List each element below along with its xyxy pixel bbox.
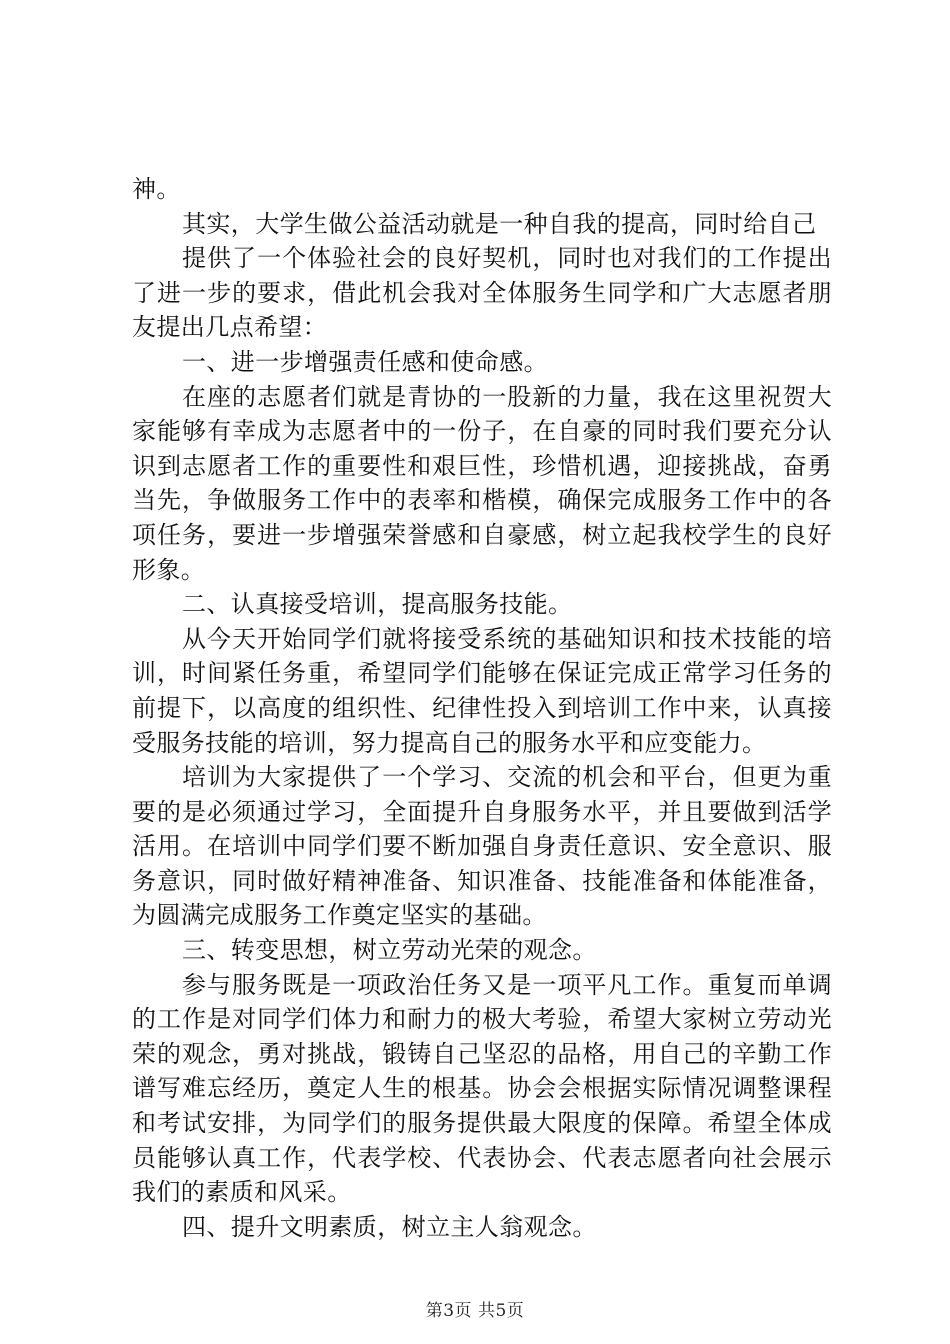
paragraph-2: 其实，大学生做公益活动就是一种自我的提高，同时给自己: [182, 209, 817, 238]
paragraph-4: 在座的志愿者们就是青协的一股新的力量，我在这里祝贺大家能够有幸成为志愿者中的一份子，在自豪的同时我们要充分认识到志愿者工作的重要性和艰巨性，珍惜机遇，迎接挑战，奋勇当先，争做服务工作中的表率和楷模，确保完成服务工作中的各项任务，要进一步增强荣誉感和自豪感，树立起我校学生的良好形象。: [132, 382, 832, 584]
section-heading-1: 一、进一步增强责任感和使命感。: [182, 347, 548, 376]
page-number-footer: 第3页 共5页: [425, 1301, 525, 1321]
paragraph-7: 参与服务既是一项政治任务又是一项平凡工作。重复而单调的工作是对同学们体力和耐力的极大考验，希望大家树立劳动光荣的观念，勇对挑战，锻铸自己坚忍的品格，用自己的辛勤工作谱写难忘经历，奠定人生的根基。协会会根据实际情况调整课程和考试安排，为同学们的服务提供最大限度的保障。希望全体成员能够认真工作，代表学校、代表协会、代表志愿者向社会展示我们的素质和风采。: [132, 970, 832, 1207]
document-body: [132, 172, 832, 1244]
section-heading-3: 三、转变思想，树立劳动光荣的观念。: [182, 936, 597, 965]
paragraph-6: 培训为大家提供了一个学习、交流的机会和平台，但更为重要的是必须通过学习，全面提升自身服务水平，并且要做到活学活用。在培训中同学们要不断加强自身责任意识、安全意识、服务意识，同时做好精神准备、知识准备、技能准备和体能准备，为圆满完成服务工作奠定坚实的基础。: [132, 763, 832, 930]
section-heading-2: 二、认真接受培训，提高服务技能。: [182, 590, 573, 619]
paragraph-1: 神。: [132, 175, 181, 203]
section-heading-4: 四、提升文明素质，树立主人翁观念。: [182, 1212, 597, 1241]
paragraph-5: 从今天开始同学们就将接受系统的基础知识和技术技能的培训，时间紧任务重，希望同学们能够在保证完成正常学习任务的前提下，以高度的组织性、纪律性投入到培训工作中来，认真接受服务技能的培训，努力提高自己的服务水平和应变能力。: [132, 624, 832, 757]
paragraph-3: 提供了一个体验社会的良好契机，同时也对我们的工作提出了进一步的要求，借此机会我对全体服务生同学和广大志愿者朋友提出几点希望：: [132, 244, 832, 342]
